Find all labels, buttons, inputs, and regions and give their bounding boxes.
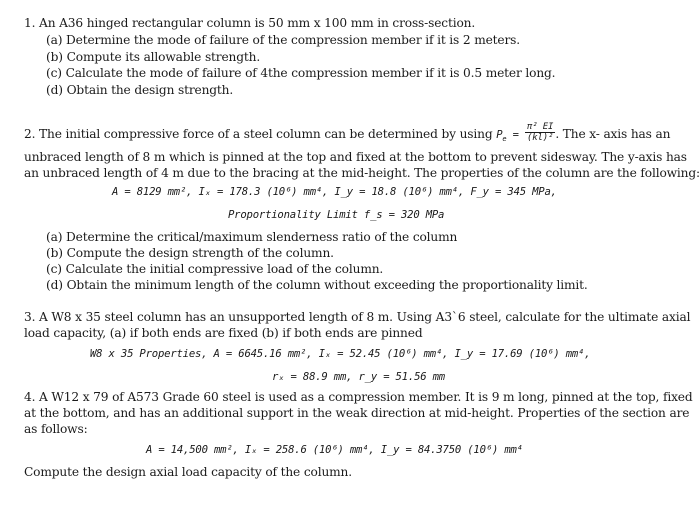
problem-1-part-c: (c) Calculate the mode of failure of 4the compression member if it is 0.5 meter long. bbox=[46, 66, 556, 80]
problem-3-properties-line-1: W8 x 35 Properties, A = 6645.16 mm², Iₓ = 52.45 (10⁶) mm⁴, I_y = 17.69 (10⁶) mm⁴, bbox=[90, 348, 591, 360]
euler-formula-lhs-sub: e bbox=[502, 135, 507, 144]
problem-1-part-d: (d) Obtain the design strength. bbox=[46, 83, 234, 97]
problem-1-header: 1. An A36 hinged rectangular column is 50 mm x 100 mm in cross-section. bbox=[24, 16, 476, 30]
problem-2-properties-line-2: Proportionality Limit f_s = 320 MPa bbox=[228, 209, 445, 221]
problem-4-properties-line-1: A = 14,500 mm², Iₓ = 258.6 (10⁶) mm⁴, I_y = 84.3750 (10⁶) mm⁴ bbox=[146, 444, 523, 456]
problem-1-part-b: (b) Compute its allowable strength. bbox=[46, 50, 261, 64]
problem-1-part-a: (a) Determine the mode of failure of the compression member if it is 2 meters. bbox=[46, 33, 520, 47]
problem-3-line-2: load capacity, (a) if both ends are fixed (b) if both ends are pinned bbox=[24, 326, 423, 340]
problem-2-intro-suffix: . The x- axis has an bbox=[555, 127, 671, 141]
problem-2-intro-prefix: 2. The initial compressive force of a steel column can be determined by using bbox=[24, 127, 493, 141]
problem-3-line-1: 3. A W8 x 35 steel column has an unsupported length of 8 m. Using A3`6 steel, calculate for the ultimate axial bbox=[24, 310, 691, 324]
problem-2-part-a: (a) Determine the critical/maximum slenderness ratio of the column bbox=[46, 230, 458, 244]
problem-4-closing: Compute the design axial load capacity of the column. bbox=[24, 465, 352, 479]
problem-2-line-2: unbraced length of 8 m which is pinned at the top and fixed at the bottom to prevent sidesway. The y-axis has bbox=[24, 150, 687, 164]
problem-2-part-b: (b) Compute the design strength of the column. bbox=[46, 246, 334, 260]
problem-2-properties-line-1: A = 8129 mm², Iₓ = 178.3 (10⁶) mm⁴, I_y = 18.8 (10⁶) mm⁴, F_y = 345 MPa, bbox=[112, 186, 557, 198]
euler-formula-lhs: P bbox=[496, 129, 503, 141]
problem-2-part-d: (d) Obtain the minimum length of the column without exceeding the proportionality limit. bbox=[46, 278, 588, 292]
problem-3-properties-line-2: rₓ = 88.9 mm, r_y = 51.56 mm bbox=[272, 371, 445, 383]
problem-2-part-c: (c) Calculate the initial compressive load of the column. bbox=[46, 262, 384, 276]
problem-4-line-2: at the bottom, and has an additional support in the weak direction at mid-height. Properties of the section are bbox=[24, 406, 690, 420]
euler-formula-fraction bbox=[525, 122, 555, 144]
problem-4-line-1: 4. A W12 x 79 of A573 Grade 60 steel is used as a compression member. It is 9 m long, pinned at the top, fixed bbox=[24, 390, 693, 404]
problem-2-intro bbox=[24, 124, 670, 146]
problem-2-line-3: an unbraced length of 4 m due to the bracing at the mid-height. The properties of the column are the following: bbox=[24, 166, 700, 180]
euler-formula-denominator: (kl)² bbox=[526, 133, 554, 143]
euler-formula: $P_e$ = $\frac{\text{π² EI}}{\text{(kl)²}}$ bbox=[496, 122, 554, 144]
euler-formula-numerator: π² EI bbox=[526, 122, 554, 132]
problem-4-line-3: as follows: bbox=[24, 422, 88, 436]
